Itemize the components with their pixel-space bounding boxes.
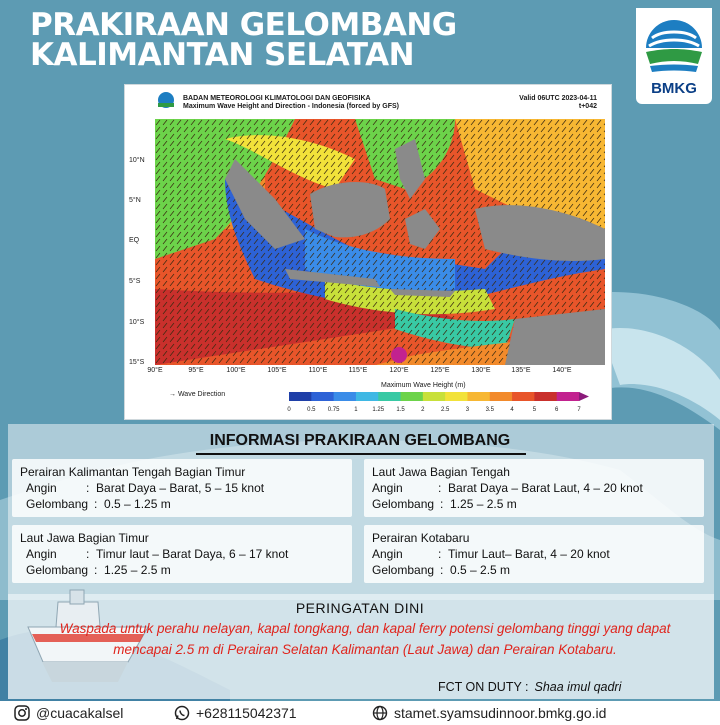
colorbar-segment — [378, 392, 401, 401]
lat-label-eq: EQ — [129, 237, 140, 244]
lat-label-10s: 10°S — [129, 319, 145, 326]
gelombang-value: 1.25 – 2.5 m — [450, 497, 517, 511]
lat-label-5n: 5°N — [129, 197, 141, 204]
lon-label-130e: 130°E — [471, 367, 491, 374]
colorbar-tick-label: 0.5 — [307, 407, 316, 413]
colorbar-extend-arrow — [579, 392, 589, 401]
area-name: Laut Jawa Bagian Tengah — [372, 465, 510, 479]
area-box-kotabaru — [364, 525, 704, 583]
colorbar-tick-label: 0.75 — [327, 407, 340, 413]
colorbar-tick-label: 1.5 — [396, 407, 405, 413]
sep: : — [86, 481, 90, 495]
wave-height-map — [155, 119, 605, 365]
info-title-underline — [196, 453, 526, 455]
colorbar-tick-label: 2 — [421, 407, 425, 413]
colorbar-tick-label: 6 — [555, 407, 559, 413]
sep: : — [86, 547, 90, 561]
page-title — [30, 7, 457, 73]
colorbar-segment — [334, 392, 357, 401]
lon-label-90e: 90°E — [147, 367, 163, 374]
bmkg-logo — [636, 8, 712, 104]
colorbar-tick-label: 7 — [577, 407, 581, 413]
lon-label-120e: 120°E — [389, 367, 409, 374]
lon-label-135e: 135°E — [511, 367, 531, 374]
angin-label: Angin — [372, 547, 403, 561]
gelombang-value: 0.5 – 1.25 m — [104, 497, 171, 511]
lon-label-140e: 140°E — [552, 367, 572, 374]
wave-direction-arrow-icon: → — [169, 391, 178, 398]
warning-text: Waspada untuk perahu nelayan, kapal tongkang, dan kapal ferry potensi gelombang tinggi yang dapat mencapai 2.5 m di Perairan Selatan Kalimantan (Laut Jawa) dan Perairan Kotabaru. — [59, 621, 671, 657]
map-agency: BADAN METEOROLOGI KLIMATOLOGI DAN GEOFISIKA — [183, 95, 371, 102]
angin-value: Barat Daya – Barat Laut, 4 – 20 knot — [448, 481, 643, 495]
lat-label-15s: 15°S — [129, 359, 145, 366]
legend-wave-direction-label: Wave Direction — [177, 391, 226, 398]
gelombang-label: Gelombang — [372, 563, 435, 577]
sep: : — [440, 497, 444, 511]
colorbar-segment — [311, 392, 334, 401]
lon-label-115e: 115°E — [348, 367, 368, 374]
area-box-laut-jawa-timur — [12, 525, 352, 583]
colorbar-title: Maximum Wave Height (m) — [381, 382, 466, 389]
bmkg-small-logo-icon — [155, 91, 177, 113]
colorbar-segment — [423, 392, 446, 401]
gelombang-label: Gelombang — [26, 563, 89, 577]
wave-map-card — [124, 84, 612, 420]
fct-name: Shaa imul qadri — [534, 680, 622, 694]
globe-icon — [372, 705, 388, 721]
colorbar-tick-label: 1 — [354, 407, 358, 413]
colorbar-tick-label: 5 — [532, 407, 537, 413]
area-name: Laut Jawa Bagian Timur — [20, 531, 149, 545]
area-box-laut-jawa-tengah — [364, 459, 704, 517]
sep: : — [94, 563, 98, 577]
gelombang-value: 0.5 – 2.5 m — [450, 563, 511, 577]
footer-whatsapp[interactable] — [174, 705, 297, 721]
colorbar-segment — [557, 392, 580, 401]
colorbar-segment — [445, 392, 468, 401]
instagram-handle: @cuacakalsel — [36, 705, 124, 721]
warning-title: PERINGATAN DINI — [295, 600, 425, 616]
angin-value: Timur Laut– Barat, 4 – 20 knot — [448, 547, 610, 561]
title-line-1: PRAKIRAAN GELOMBANG — [30, 7, 457, 43]
bmkg-logo-text: BMKG — [651, 80, 697, 97]
footer-instagram[interactable] — [14, 705, 123, 721]
map-product: Maximum Wave Height and Direction - Indonesia (forced by GFS) — [183, 103, 399, 110]
angin-value: Timur laut – Barat Daya, 6 – 17 knot — [96, 547, 289, 561]
angin-value: Barat Daya – Barat, 5 – 15 knot — [96, 481, 265, 495]
bmkg-emblem-icon — [636, 8, 712, 78]
gelombang-value: 1.25 – 2.5 m — [104, 563, 171, 577]
colorbar-tick-label: 1.25 — [372, 407, 385, 413]
colorbar-segment — [401, 392, 424, 401]
sep: : — [94, 497, 98, 511]
colorbar-segment — [289, 392, 312, 401]
instagram-icon — [14, 705, 30, 721]
sep: : — [440, 563, 444, 577]
map-valid-time: Valid 06UTC 2023-04-11 — [519, 95, 597, 102]
angin-label: Angin — [26, 547, 57, 561]
website-url: stamet.syamsudinnoor.bmkg.go.id — [394, 705, 607, 721]
area-box-kalteng-timur — [12, 459, 352, 517]
colorbar-tick-label: 3.5 — [485, 407, 494, 413]
whatsapp-icon — [174, 705, 190, 721]
angin-label: Angin — [372, 481, 403, 495]
lat-label-10n: 10°N — [129, 157, 145, 164]
lon-label-100e: 100°E — [226, 367, 246, 374]
colorbar-tick-label: 3 — [465, 407, 470, 413]
fct-label: FCT ON DUTY : — [438, 680, 529, 694]
info-title: INFORMASI PRAKIRAAN GELOMBANG — [209, 432, 511, 449]
sep: : — [438, 547, 442, 561]
colorbar — [289, 392, 589, 401]
whatsapp-number: +628115042371 — [196, 705, 297, 721]
sep: : — [438, 481, 442, 495]
gelombang-label: Gelombang — [26, 497, 89, 511]
lon-label-125e: 125°E — [430, 367, 450, 374]
colorbar-segment — [467, 392, 490, 401]
legend-wave-direction — [169, 391, 225, 398]
colorbar-tick-label: 2.5 — [440, 407, 450, 413]
lat-label-5s: 5°S — [129, 278, 141, 285]
gelombang-label: Gelombang — [372, 497, 435, 511]
fct-on-duty — [438, 680, 621, 694]
angin-label: Angin — [26, 481, 57, 495]
area-name: Perairan Kotabaru — [372, 531, 470, 545]
wave-map-graphic — [155, 119, 605, 365]
map-forecast-step: t+042 — [578, 103, 597, 110]
lon-label-95e: 95°E — [188, 367, 204, 374]
footer-website[interactable] — [372, 705, 606, 721]
footer — [0, 701, 720, 725]
colorbar-segment — [490, 392, 513, 401]
colorbar-segment — [512, 392, 535, 401]
colorbar-segment — [534, 392, 557, 401]
colorbar-tick-label: 4 — [510, 407, 514, 413]
area-name: Perairan Kalimantan Tengah Bagian Timur — [20, 465, 246, 479]
title-line-2: KALIMANTAN SELATAN — [30, 37, 415, 73]
lon-label-105e: 105°E — [267, 367, 287, 374]
colorbar-segment — [356, 392, 379, 401]
lon-label-110e: 110°E — [308, 367, 328, 374]
colorbar-tick-label: 0 — [287, 407, 291, 413]
